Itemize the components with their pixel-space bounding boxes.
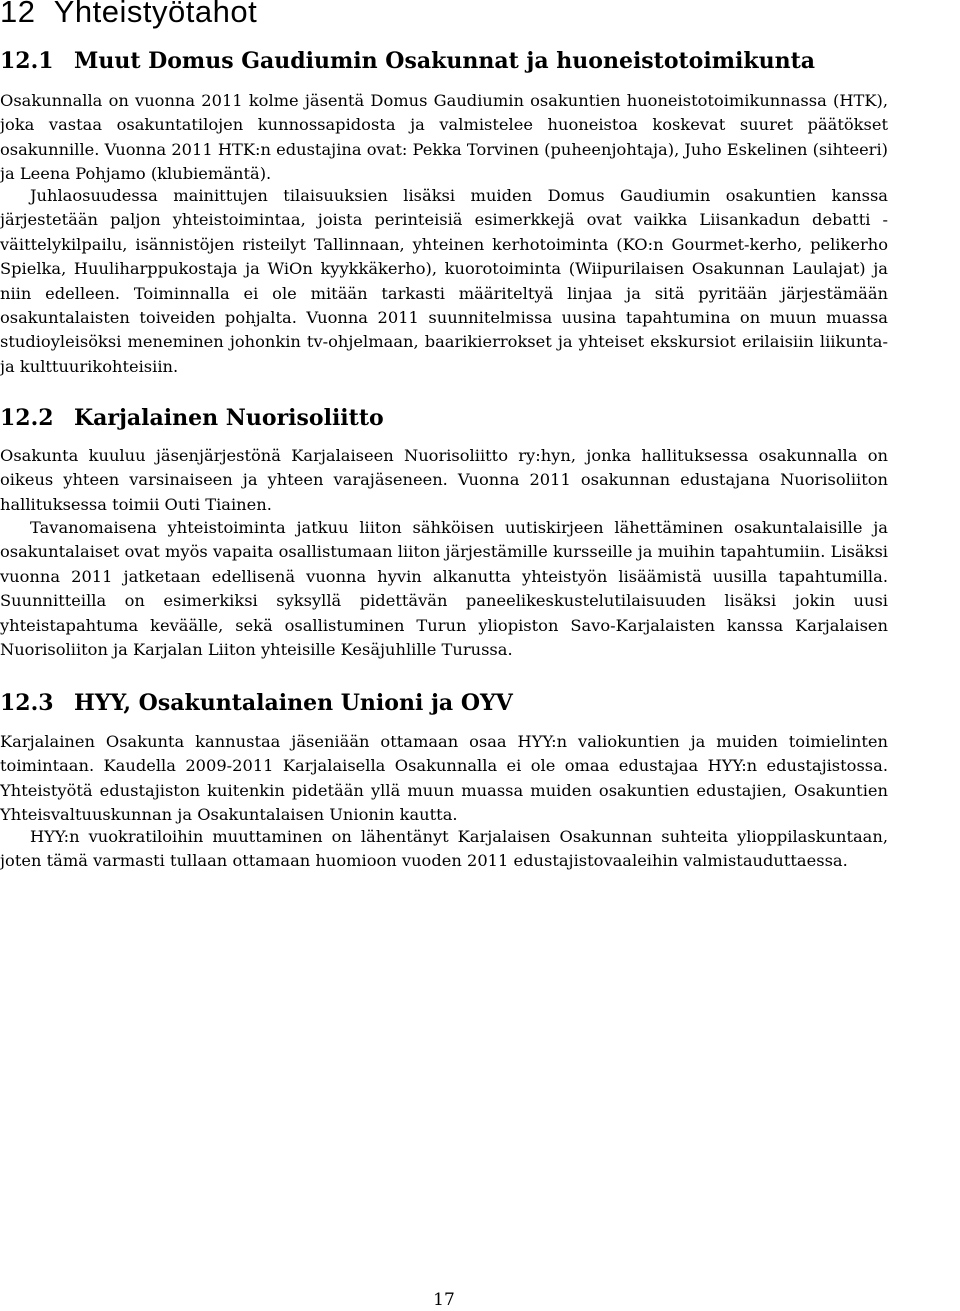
- section-heading-12-3: [0, 688, 513, 718]
- section-heading-12-1: [0, 46, 815, 76]
- chapter-title: Yhteistyötahot: [53, 0, 258, 29]
- paragraph: Juhlaosuudessa mainittujen tilaisuuksien lisäksi muiden Domus Gaudiumin osakuntien kanssa järjestetään paljon yhteistoimintaa, joista perinteisiä esimerkkejä ovat vaikka Liisankadun debatti -väittelykilpailu, isännistöjen risteilyt Tallinnaan, yhteinen kerhotoiminta (KO:n Gourmet-kerho, pelikerho Spielka, Huuliharppukostaja ja WiOn kyykkäkerho), kuorotoiminta (Wiipurilaisen Osakunnan Laulajat) ja niin edelleen. Toiminnalla ei ole mitään tarkasti määriteltyä linjaa ja sitä pyritään järjestämään osakuntalaisten toiveiden pohjalta. Vuonna 2011 suunnitelmissa uusina tapahtumina on muun muassa studioyleisöksi meneminen johonkin tv-ohjelmaan, baarikierrokset ja yhteiset ekskursiot erilaisiin liikunta- ja kulttuurikohteisiin.: [0, 186, 888, 376]
- section-heading-12-2: [0, 403, 384, 433]
- section-title: Karjalainen Nuorisoliitto: [74, 405, 384, 431]
- section-number: 12.3: [0, 690, 54, 716]
- paragraph: Karjalainen Osakunta kannustaa jäseniään ottamaan osaa HYY:n valiokuntien ja muiden toimielinten toimintaan. Kaudella 2009-2011 Karjalaisella Osakunnalla ei ole omaa edustajaa HYY:n edustajistossa. Yhteistyötä edustajiston kuitenkin pidetään yllä muun muassa muiden osakuntien edustajien, Osakuntien Yhteisvaltuuskunnan ja Osakuntalaisen Unionin kautta.: [0, 732, 888, 825]
- chapter-heading: [0, 0, 257, 34]
- chapter-number: 12: [0, 0, 36, 29]
- section-number: 12.2: [0, 405, 54, 431]
- paragraph: HYY:n vuokratiloihin muuttaminen on lähentänyt Karjalaisen Osakunnan suhteita ylioppilaskuntaan, joten tämä varmasti tullaan ottamaan huomioon vuoden 2011 edustajistovaaleihin valmistauduttaessa.: [0, 827, 888, 871]
- section-title: HYY, Osakuntalainen Unioni ja OYV: [74, 690, 513, 716]
- paragraph: Osakunnalla on vuonna 2011 kolme jäsentä Domus Gaudiumin osakuntien huoneistotoimikunnassa (HTK), joka vastaa osakuntatilojen kunnossapidosta ja valmistelee huoneistoa koskevat suuret päätökset osakunnille. Vuonna 2011 HTK:n edustajina ovat: Pekka Torvinen (puheenjohtaja), Juho Eskelinen (sihteeri) ja Leena Pohjamo (klubiemäntä).: [0, 91, 888, 184]
- paragraph: Tavanomaisena yhteistoiminta jatkuu liiton sähköisen uutiskirjeen lähettäminen osakuntalaisille ja osakuntalaiset ovat myös vapaita osallistumaan liiton järjestämille kursseille ja muihin tapahtumiin. Lisäksi vuonna 2011 jatketaan edellisenä vuonna hyvin alkanutta yhteistyön lisäämistä uusilla tapahtumilla. Suunnitteilla on esimerkiksi syksyllä pidettävän paneelikeskustelutilaisuuden lisäksi jokin uusi yhteistapahtuma keväälle, sekä osallistuminen Turun yliopiston Savo-Karjalaisten kanssa Karjalaisen Nuorisoliiton ja Karjalan Liiton yhteisille Kesäjuhlille Turussa.: [0, 518, 888, 660]
- page-number: 17: [433, 1290, 455, 1310]
- paragraph: Osakunta kuuluu jäsenjärjestönä Karjalaiseen Nuorisoliitto ry:hyn, jonka hallituksessa osakunnalla on oikeus yhteen varsinaiseen ja yhteen varajäseneen. Vuonna 2011 osakunnan edustajana Nuorisoliiton hallituksessa toimii Outi Tiainen.: [0, 446, 888, 514]
- section-title: Muut Domus Gaudiumin Osakunnat ja huoneistotoimikunta: [74, 48, 815, 74]
- section-number: 12.1: [0, 48, 54, 74]
